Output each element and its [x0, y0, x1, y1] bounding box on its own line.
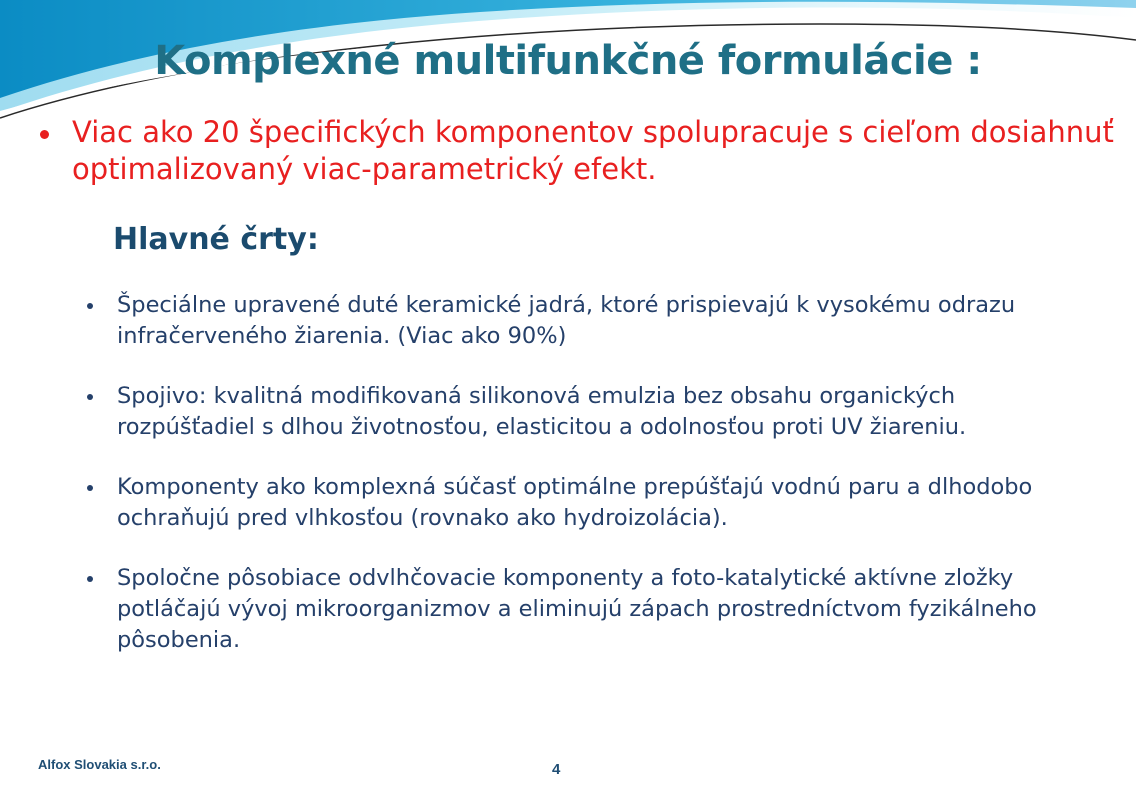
slide-title: Komplexné multifunkčné formulácie :: [154, 38, 982, 84]
list-item: [84, 381, 1094, 443]
list-item-text: Spoločne pôsobiace odvlhčovacie komponenty a foto-katalytické aktívne zložky potláčajú vývoj mikroorganizmov a eliminujú zápach prostredníctvom fyzikálneho pôsobenia.: [117, 565, 1037, 653]
footer-company: Alfox Slovakia s.r.o.: [38, 757, 161, 772]
features-list: [84, 290, 1094, 685]
bullet-icon: [40, 130, 49, 139]
list-item: [84, 290, 1094, 352]
list-item-text: Spojivo: kvalitná modifikovaná silikonová emulzia bez obsahu organických rozpúšťadiel s dlhou životnosťou, elasticitou a odolnosťou proti UV žiareniu.: [117, 383, 967, 440]
section-subheading: Hlavné črty:: [113, 222, 319, 257]
list-item-text: Komponenty ako komplexná súčasť optimálne prepúšťajú vodnú paru a dlhodobo ochraňujú pred vlhkosťou (rovnako ako hydroizolácia).: [117, 474, 1033, 531]
list-item: [84, 472, 1094, 534]
bullet-icon: [87, 394, 93, 400]
intro-bullet: [36, 114, 1116, 188]
intro-text: Viac ako 20 špecifických komponentov spolupracuje s cieľom dosiahnuť optimalizovaný viac-parametrický efekt.: [72, 115, 1114, 186]
page-number: 4: [552, 761, 561, 778]
list-item: [84, 563, 1094, 656]
list-item-text: Špeciálne upravené duté keramické jadrá, ktoré prispievajú k vysokému odrazu infračerveného žiarenia. (Viac ako 90%): [117, 292, 1016, 349]
bullet-icon: [87, 303, 93, 309]
bullet-icon: [87, 485, 93, 491]
bullet-icon: [87, 576, 93, 582]
